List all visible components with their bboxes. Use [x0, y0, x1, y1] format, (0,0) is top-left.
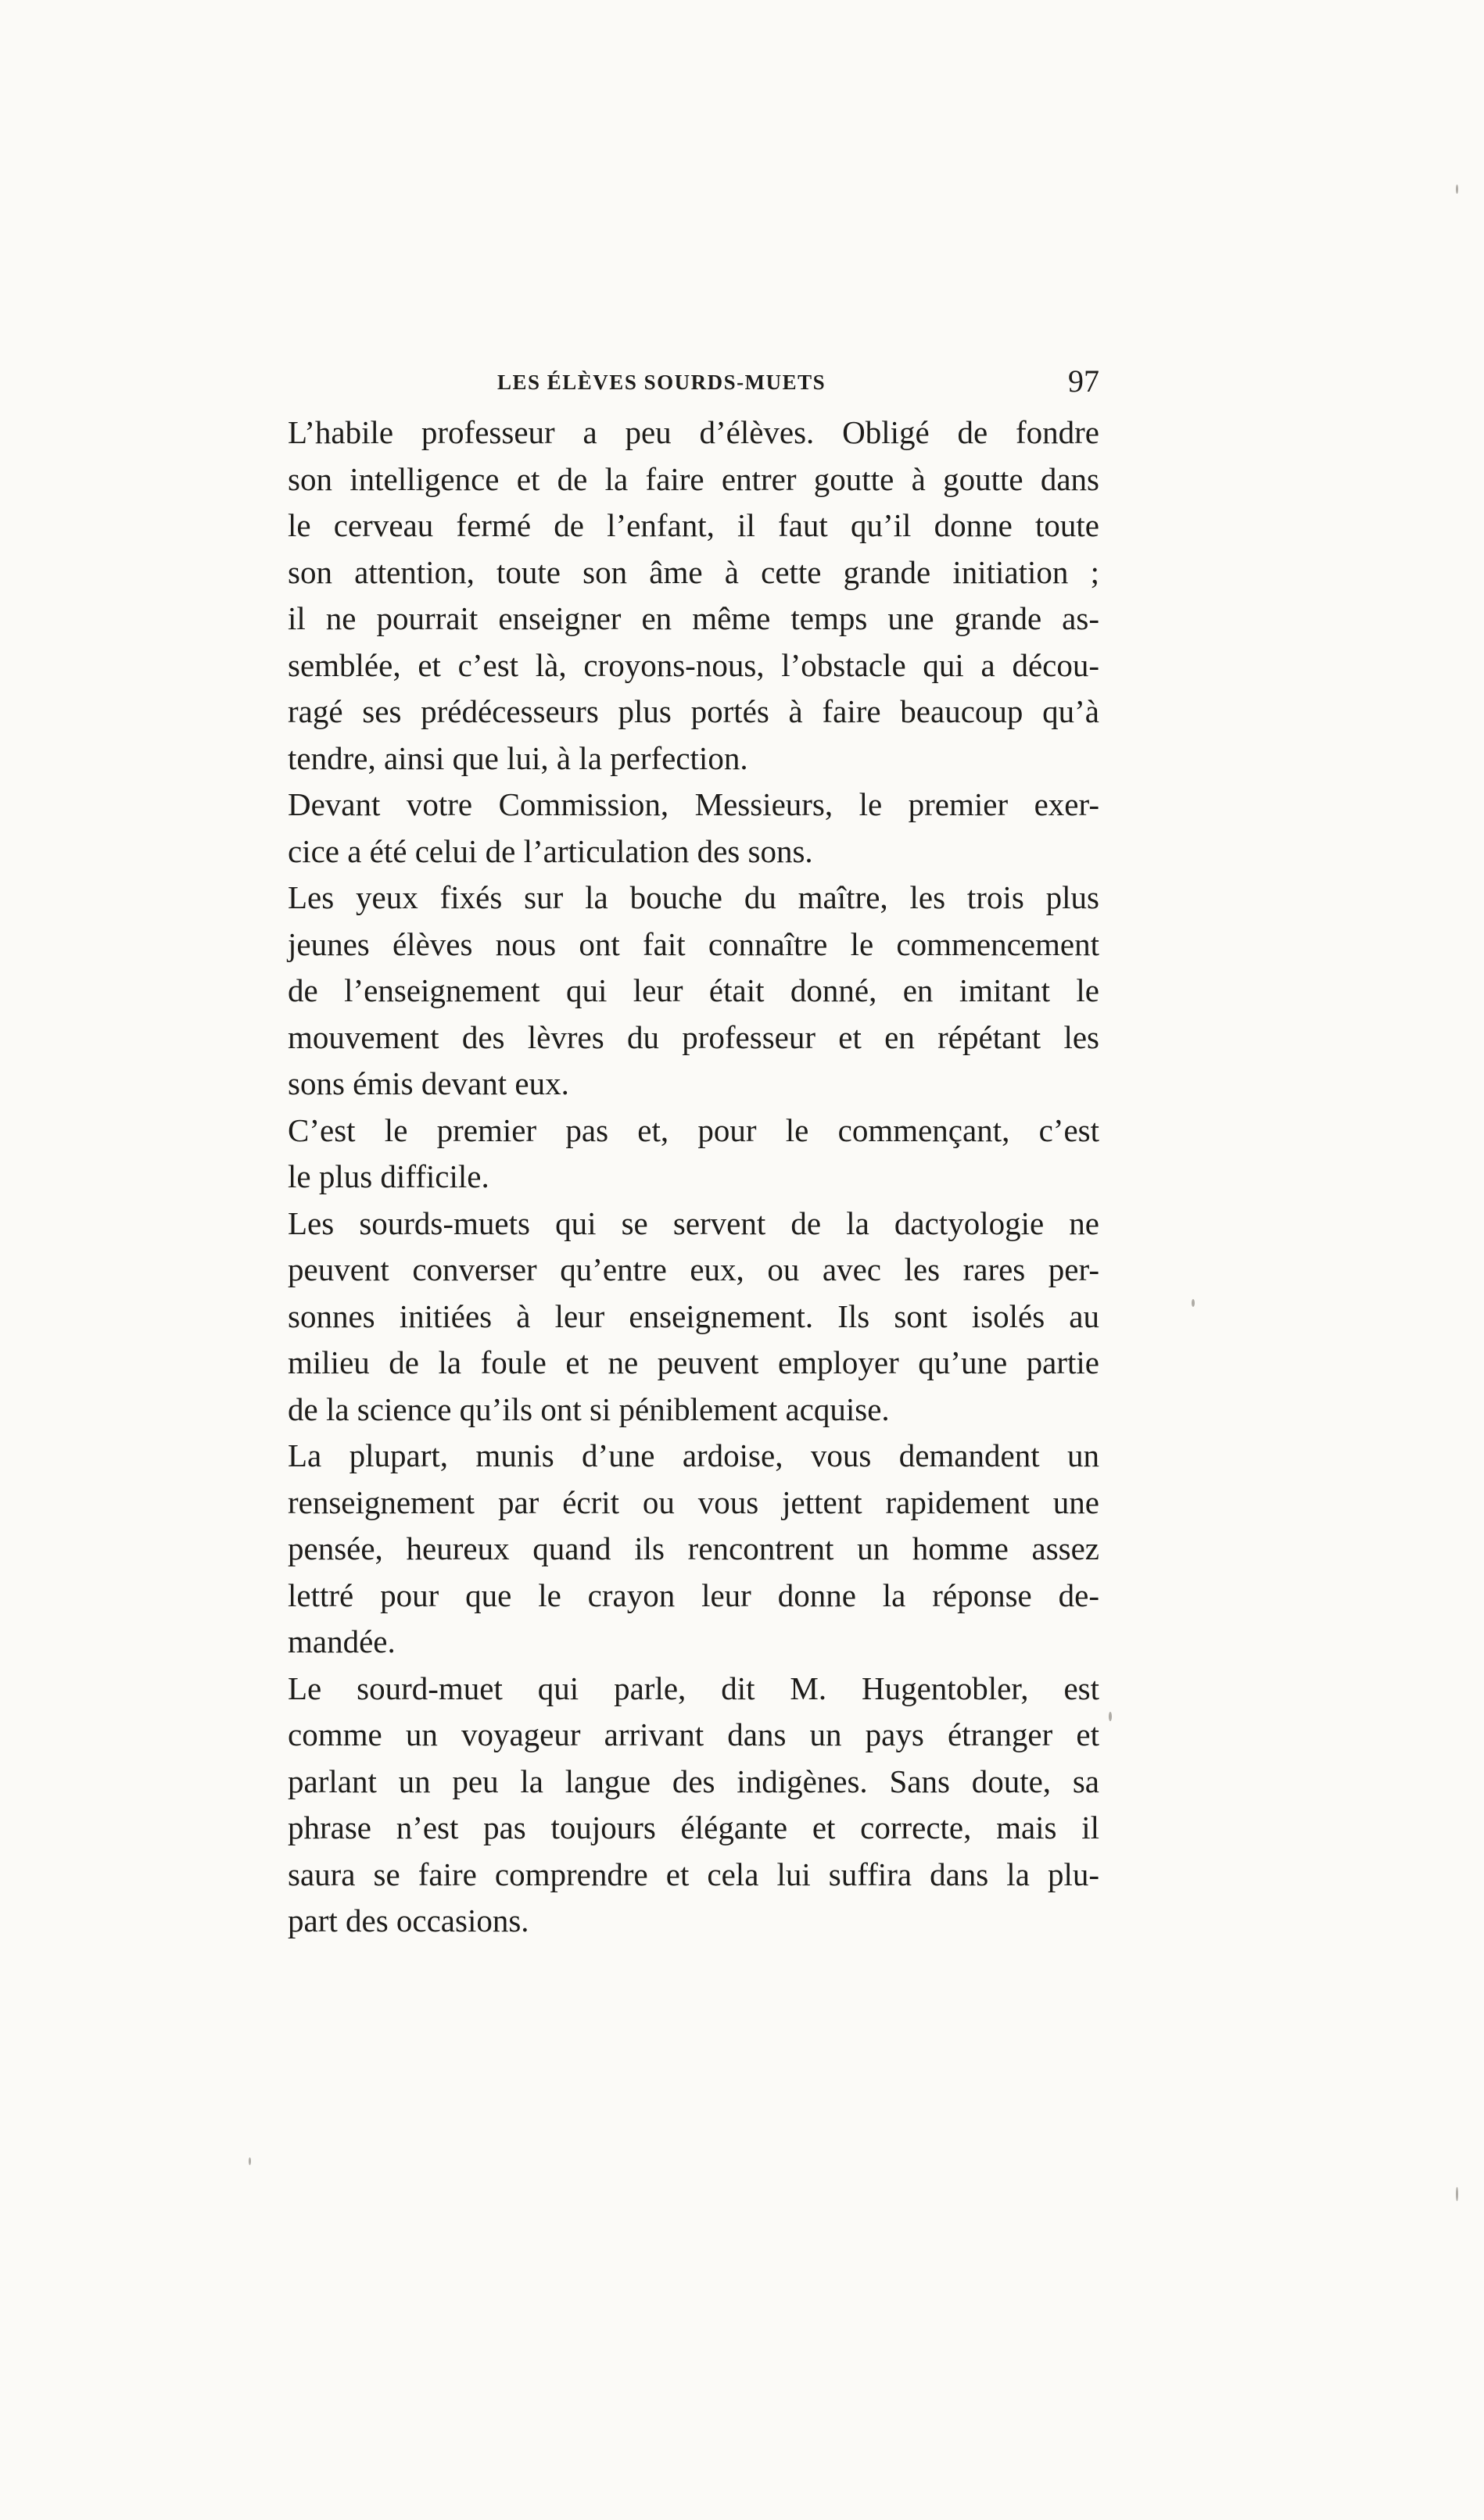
- paper-speck: [1109, 1712, 1112, 1721]
- text-line: renseignement par écrit ou vous jettent rapidement une: [288, 1484, 1099, 1520]
- body-text: [255, 410, 1099, 1945]
- running-title: LES ÉLÈVES SOURDS-MUETS: [497, 370, 826, 394]
- text-line: tendre, ainsi que lui, à la perfection.: [288, 739, 748, 776]
- text-line: part des occasions.: [288, 1903, 529, 1938]
- text-line: parlant un peu la langue des indigènes. Sans doute, sa: [288, 1763, 1099, 1799]
- text-line: Le sourd-muet qui parle, dit M. Hugentobler, est: [288, 1670, 1099, 1706]
- text-line: le cerveau fermé de l’enfant, il faut qu’il donne toute: [288, 507, 1099, 543]
- text-line: saura se faire comprendre et cela lui suffira dans la plu-: [288, 1856, 1099, 1892]
- text-line: milieu de la foule et ne peuvent employer qu’une partie: [288, 1344, 1099, 1380]
- text-line: cice a été celui de l’articulation des sons.: [288, 832, 813, 869]
- paragraph: [255, 410, 1099, 782]
- text-line: il ne pourrait enseigner en même temps une grande as-: [288, 600, 1099, 636]
- paper-speck: [249, 2157, 251, 2165]
- paper-speck: [1456, 2187, 1458, 2201]
- paragraph: [255, 782, 1099, 875]
- text-line: comme un voyageur arrivant dans un pays étranger et: [288, 1716, 1099, 1752]
- text-line: Devant votre Commission, Messieurs, le premier exer-: [288, 786, 1099, 822]
- text-line: peuvent converser qu’entre eux, ou avec les rares per-: [288, 1251, 1099, 1287]
- text-line: C’est le premier pas et, pour le commençant, c’est: [288, 1111, 1099, 1148]
- paragraph: [255, 1433, 1099, 1666]
- text-line: sons émis devant eux.: [288, 1065, 569, 1101]
- text-line: de la science qu’ils ont si péniblement acquise.: [288, 1391, 890, 1427]
- paragraph: [255, 1201, 1099, 1434]
- text-line: son attention, toute son âme à cette grande initiation ;: [288, 553, 1099, 590]
- text-line: ragé ses prédécesseurs plus portés à faire beaucoup qu’à: [288, 693, 1099, 729]
- paragraph: [255, 875, 1099, 1108]
- text-line: phrase n’est pas toujours élégante et correcte, mais il: [288, 1809, 1099, 1845]
- text-line: La plupart, munis d’une ardoise, vous demandent un: [288, 1437, 1099, 1473]
- text-line: jeunes élèves nous ont fait connaître le commencement: [288, 925, 1099, 962]
- text-line: Les sourds-muets qui se servent de la dactyologie ne: [288, 1205, 1099, 1241]
- paragraph: [255, 1666, 1099, 1945]
- text-line: lettré pour que le crayon leur donne la réponse de-: [288, 1577, 1099, 1613]
- paper-speck: [1456, 184, 1458, 194]
- page-number: 97: [1068, 363, 1099, 399]
- text-line: pensée, heureux quand ils rencontrent un homme assez: [288, 1530, 1099, 1566]
- text-line: L’habile professeur a peu d’élèves. Obligé de fondre: [288, 414, 1099, 450]
- text-line: de l’enseignement qui leur était donné, en imitant le: [288, 972, 1099, 1008]
- text-line: semblée, et c’est là, croyons-nous, l’obstacle qui a décou-: [288, 646, 1099, 683]
- paragraph: [255, 1108, 1099, 1201]
- running-head: [255, 363, 1099, 410]
- text-line: sonnes initiées à leur enseignement. Ils sont isolés au: [288, 1298, 1099, 1334]
- text-line: mouvement des lèvres du professeur et en répétant les: [288, 1018, 1099, 1055]
- text-line: Les yeux fixés sur la bouche du maître, les trois plus: [288, 879, 1099, 915]
- paper-speck: [1192, 1299, 1195, 1307]
- text-line: le plus difficile.: [288, 1158, 489, 1194]
- text-line: mandée.: [288, 1623, 396, 1659]
- text-line: son intelligence et de la faire entrer goutte à goutte dans: [288, 460, 1099, 497]
